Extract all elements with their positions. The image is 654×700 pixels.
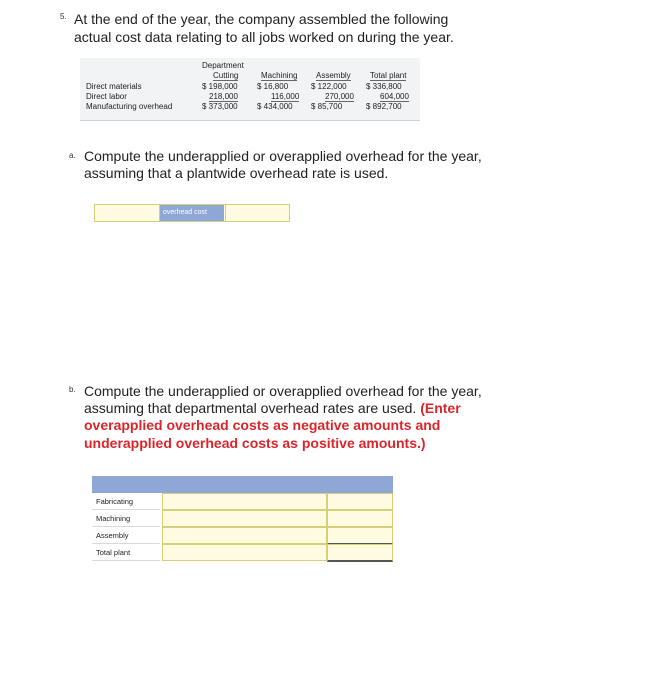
table-row <box>92 493 393 510</box>
row-label-machining: Machining <box>92 510 160 527</box>
col-header-total-plant: Total plant <box>370 71 407 80</box>
row-label-total-plant: Total plant <box>92 544 160 561</box>
question-number: 5. <box>60 12 67 21</box>
question-intro-line1: At the end of the year, the company assembled the following <box>74 11 449 27</box>
part-b-marker: b. <box>69 385 76 394</box>
part-b-line2-text: assuming that departmental overhead rates are used. <box>84 400 417 416</box>
machining-amount-input[interactable] <box>327 510 393 527</box>
cell-moh-total: $ 892,700 <box>366 102 402 111</box>
cell-dm-machining: $ 16,800 <box>257 82 289 91</box>
total-plant-amount-input[interactable] <box>327 544 393 562</box>
assembly-label-input[interactable] <box>162 527 327 544</box>
cell-dm-assembly: $ 122,000 <box>311 82 347 91</box>
part-b-line1: Compute the underapplied or overapplied overhead for the year, <box>84 383 482 399</box>
table-header-bar <box>92 476 393 493</box>
col-header-cutting: Cutting <box>213 71 239 80</box>
row-label-manufacturing-overhead: Manufacturing overhead <box>86 102 173 111</box>
fabricating-amount-input[interactable] <box>327 493 393 510</box>
row-label-assembly: Assembly <box>92 527 160 544</box>
part-a-value-input[interactable] <box>225 205 290 221</box>
cell-dm-total: $ 336,800 <box>366 82 402 91</box>
total-plant-label-input[interactable] <box>162 544 327 561</box>
table-row <box>92 544 393 561</box>
part-a-marker: a. <box>69 151 76 160</box>
part-b-line2 <box>84 399 461 417</box>
assembly-amount-input[interactable] <box>327 527 393 545</box>
part-b-instruction-line3: overapplied overhead costs as negative amounts and <box>84 417 441 433</box>
fabricating-label-input[interactable] <box>162 493 327 510</box>
cost-data-table <box>80 58 420 121</box>
overhead-cost-label: overhead cost <box>160 205 224 221</box>
cell-dm-cutting: $ 198,000 <box>202 82 238 91</box>
col-header-machining: Machining <box>261 71 298 80</box>
part-b-instruction-line4: underapplied overhead costs as positive amounts.) <box>84 435 426 451</box>
row-label-direct-materials: Direct materials <box>86 82 142 91</box>
part-a-label-input[interactable] <box>95 205 160 221</box>
cell-moh-cutting: $ 373,000 <box>202 102 238 111</box>
machining-label-input[interactable] <box>162 510 327 527</box>
cell-dl-total: 604,000 <box>380 92 409 101</box>
cell-moh-assembly: $ 85,700 <box>311 102 343 111</box>
col-header-assembly: Assembly <box>316 71 351 80</box>
cell-dl-assembly: 270,000 <box>325 92 354 101</box>
department-header: Department <box>202 61 244 70</box>
row-label-fabricating: Fabricating <box>92 493 160 510</box>
part-b-instruction-start: (Enter <box>420 400 461 416</box>
table-row <box>92 527 393 544</box>
part-a-line1: Compute the underapplied or overapplied overhead for the year, <box>84 148 482 164</box>
row-label-direct-labor: Direct labor <box>86 92 127 101</box>
cell-moh-machining: $ 434,000 <box>257 102 293 111</box>
table-row <box>92 510 393 527</box>
cell-dl-machining: 116,000 <box>271 92 300 101</box>
cell-dl-cutting: 218,000 <box>209 92 238 101</box>
part-a-answer-row <box>94 204 290 222</box>
part-a-line2: assuming that a plantwide overhead rate is used. <box>84 165 389 181</box>
question-intro-line2: actual cost data relating to all jobs worked on during the year. <box>74 29 454 45</box>
